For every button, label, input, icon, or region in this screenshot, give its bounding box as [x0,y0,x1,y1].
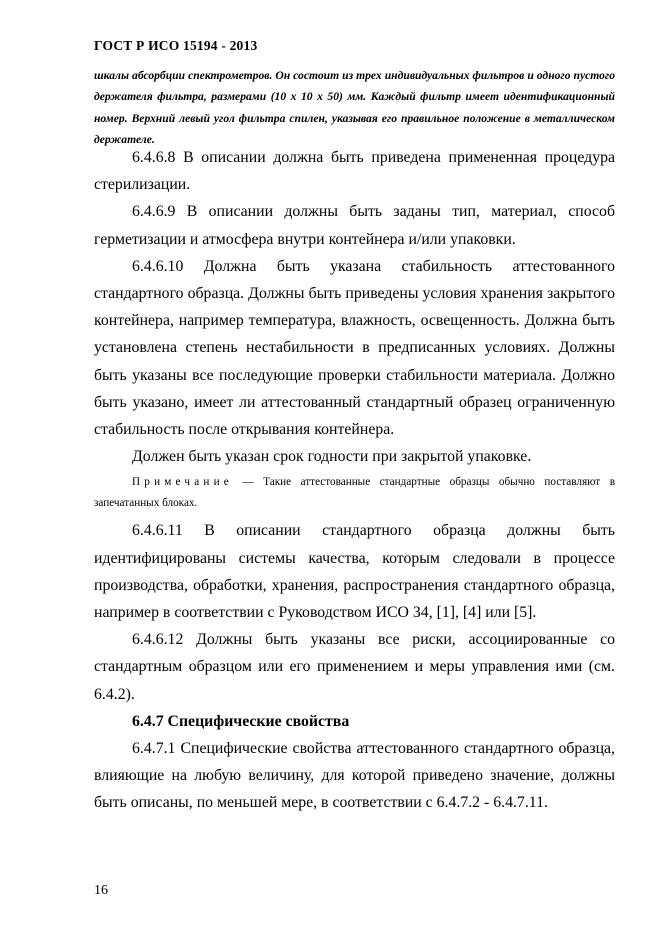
paragraph-6-4-6-11: 6.4.6.11 В описании стандартного образца должны быть идентифицированы системы качества, которым следовали в процессе производства, обработки, хранения, распространения стандартного образца, например в соответствии с Руководством ИСО 34, [1], [4] или [5]. [94,522,615,622]
paragraph-expiry: Должен быть указан срок годности при закрытой упаковке. [132,448,532,466]
main-text [94,144,615,817]
paragraph-6-4-7-1: 6.4.7.1 Специфические свойства аттестованного стандартного образца, влияющие на любую величину, для которой приведено значение, должны быть описаны, по меньшей мере, в соответствии с 6.4.7.2 - 6.4.7.11. [94,740,615,812]
section-title-6-4-7: 6.4.7 Специфические свойства [132,712,350,730]
paragraph-6-4-6-9: 6.4.6.9 В описании должны быть заданы тип, материал, способ герметизации и атмосфера внутри контейнера и/или упаковки. [94,203,615,248]
paragraph-6-4-6-8: 6.4.6.8 В описании должна быть приведена примененная процедура стерилизации. [94,149,615,194]
page-number: 16 [94,883,108,898]
note-label: Примечание [132,476,233,489]
paragraph-6-4-6-10: 6.4.6.10 Должна быть указана стабильность аттестованного стандартного образца. Должны быть приведены условия хранения закрытого контейнера, например температура, влажность, освещенность. Должна быть установлена степень нестабильности в предписанных условиях. Должны быть указаны все последующие проверки стабильности материала. Должно быть указано, имеет ли аттестованный стандартный образец ограниченную стабильность после открывания контейнера. [94,257,615,439]
paragraph-6-4-6-12: 6.4.6.12 Должны быть указаны все риски, ассоциированные со стандартным образцом или его применением и меры управления ими (см. 6.4.2). [94,631,615,703]
note-text: — Такие аттестованные стандартные образцы обычно поставляют в запечатанных блоках. [94,476,615,510]
intro-paragraph: шкалы абсорбции спектрометров. Он состоит из трех индивидуальных фильтров и одного пустого держателя фильтра, размерами (10 x 10 x 50) мм. Каждый фильтр имеет идентификационный номер. Верхний левый угол фильтра спилен, указывая его правильное положение в металлическом держателе. [94,69,615,146]
note-paragraph [94,472,615,514]
document-header: ГОСТ Р ИСО 15194 - 2013 [94,38,258,53]
